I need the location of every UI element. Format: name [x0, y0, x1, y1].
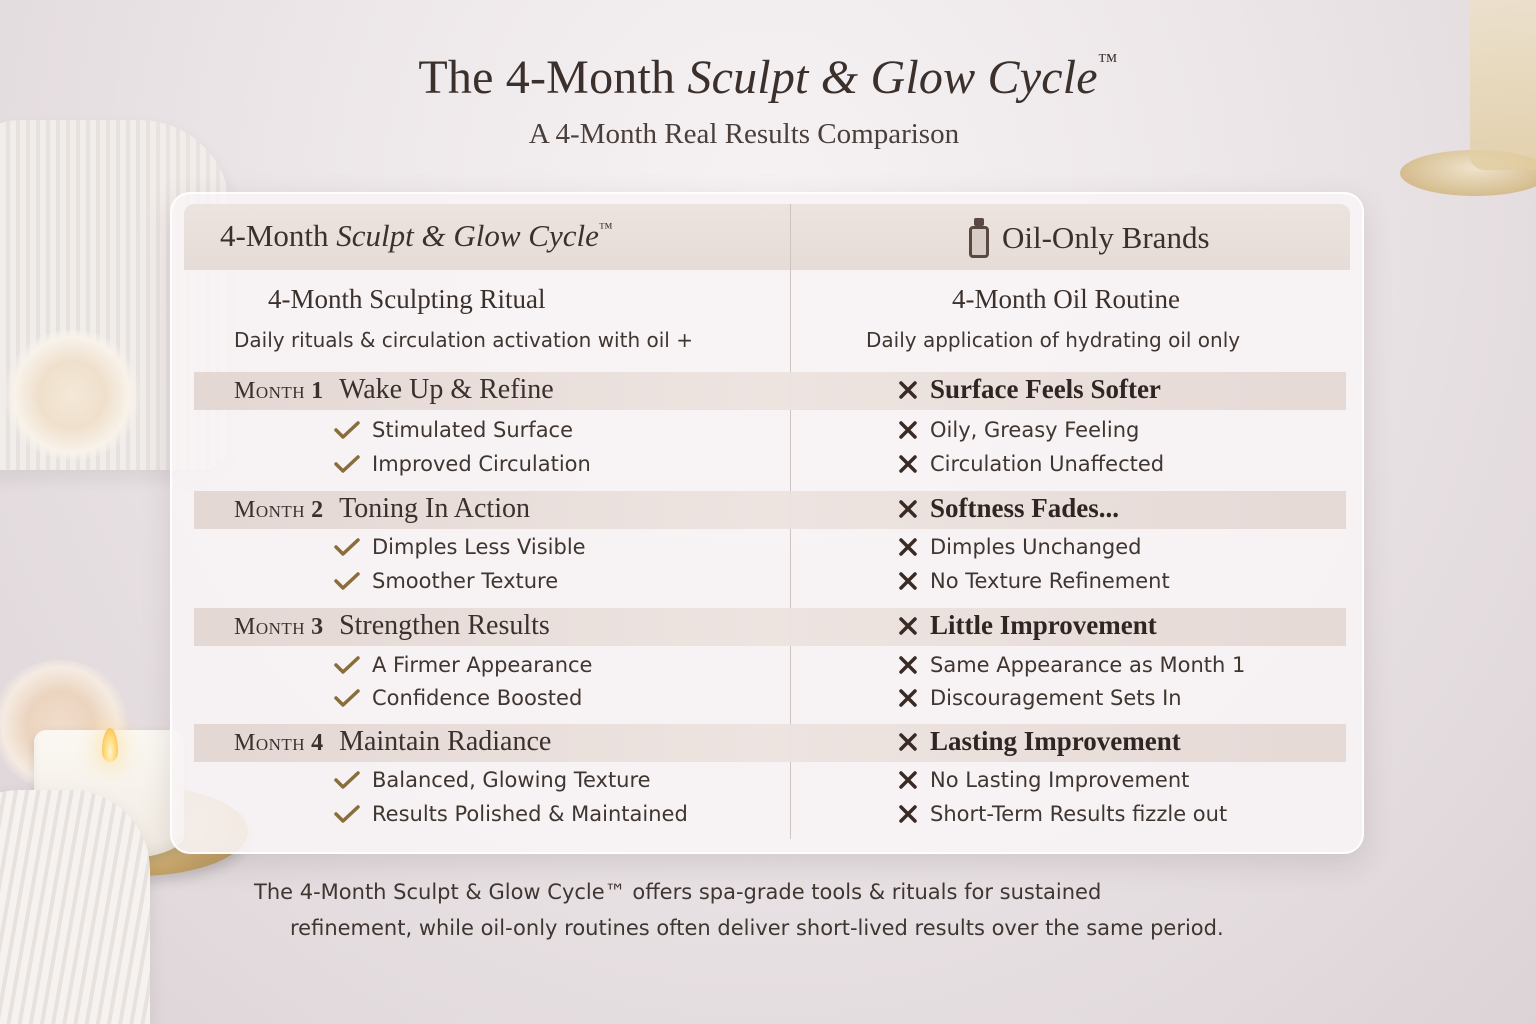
footer-line-1: The 4-Month Sculpt & Glow Cycle™ offers spa-grade tools & rituals for sustained — [254, 880, 1102, 904]
oil-text: No Texture Refinement — [930, 569, 1170, 593]
oil-headline-row — [898, 726, 1181, 757]
cross-icon — [898, 380, 918, 400]
benefit-text: Results Polished & Maintained — [372, 802, 688, 826]
oil-headline-text: Softness Fades... — [930, 493, 1120, 523]
month-number: 2 — [311, 497, 324, 523]
oil-text: Short-Term Results fizzle out — [930, 802, 1228, 826]
oil-headline-text: Little Improvement — [930, 610, 1157, 640]
oil-row — [898, 802, 1227, 826]
month-word: Month — [234, 497, 306, 523]
right-column-heading — [968, 218, 1210, 258]
cross-icon — [898, 804, 918, 824]
month-number: 4 — [311, 730, 324, 756]
oil-text: Circulation Unaffected — [930, 452, 1165, 476]
oil-headline-row — [898, 493, 1119, 524]
right-routine-description: Daily application of hydrating oil only — [866, 328, 1241, 352]
benefit-text: Stimulated Surface — [372, 418, 574, 442]
oil-row — [898, 452, 1164, 476]
cross-icon — [898, 420, 918, 440]
cross-icon — [898, 499, 918, 519]
benefit-row — [334, 802, 688, 826]
oil-text: Dimples Unchanged — [930, 535, 1142, 559]
benefit-text: Improved Circulation — [372, 452, 591, 476]
title-prefix: The 4-Month — [418, 51, 688, 104]
oil-text: Discouragement Sets In — [930, 686, 1182, 710]
month-1-label — [234, 374, 554, 406]
benefit-row — [334, 768, 651, 792]
comparison-card — [170, 192, 1364, 854]
title-italic: Sculpt & Glow Cycle — [687, 51, 1098, 104]
month-name: Maintain Radiance — [339, 726, 552, 757]
cross-icon — [898, 571, 918, 591]
page-title — [0, 50, 1536, 105]
month-word: Month — [234, 378, 306, 404]
benefit-row — [334, 452, 591, 476]
oil-row — [898, 653, 1245, 677]
check-icon — [334, 655, 360, 675]
benefit-row — [334, 418, 573, 442]
left-routine-title: 4-Month Sculpting Ritual — [268, 284, 546, 314]
page-subtitle: A 4-Month Real Results Comparison — [528, 118, 960, 150]
oil-text: No Lasting Improvement — [930, 768, 1190, 792]
rolled-towel-bottom — [0, 790, 150, 1024]
benefit-row — [334, 535, 586, 559]
cross-icon — [898, 537, 918, 557]
oil-text: Same Appearance as Month 1 — [930, 653, 1246, 677]
benefit-row — [334, 569, 558, 593]
bottle-icon — [968, 218, 990, 258]
benefit-text: Smoother Texture — [372, 569, 559, 593]
month-name: Toning In Action — [339, 493, 530, 524]
check-icon — [334, 537, 360, 557]
cross-icon — [898, 616, 918, 636]
month-2-label — [234, 493, 530, 525]
month-name: Strengthen Results — [339, 610, 550, 641]
benefit-text: A Firmer Appearance — [372, 653, 593, 677]
title-trademark: ™ — [1097, 50, 1118, 72]
left-column-heading — [220, 218, 613, 254]
oil-row — [898, 569, 1170, 593]
benefit-text: Dimples Less Visible — [372, 535, 586, 559]
cross-icon — [898, 688, 918, 708]
check-icon — [334, 454, 360, 474]
left-heading-prefix: 4-Month — [220, 218, 337, 253]
month-word: Month — [234, 730, 306, 756]
month-word: Month — [234, 614, 306, 640]
oil-row — [898, 686, 1182, 710]
cross-icon — [898, 655, 918, 675]
cross-icon — [898, 770, 918, 790]
check-icon — [334, 420, 360, 440]
cross-icon — [898, 732, 918, 752]
right-routine-title: 4-Month Oil Routine — [952, 284, 1180, 314]
oil-row — [898, 535, 1141, 559]
left-heading-trademark: ™ — [598, 221, 613, 236]
month-number: 3 — [311, 614, 324, 640]
left-heading-italic: Sculpt & Glow Cycle — [336, 218, 599, 253]
oil-row — [898, 418, 1139, 442]
month-4-label — [234, 726, 551, 758]
flower-decoration — [2, 330, 142, 460]
footer-line-2: refinement, while oil-only routines often deliver short-lived results over the same period. — [290, 916, 1224, 940]
check-icon — [334, 688, 360, 708]
month-name: Wake Up & Refine — [339, 374, 554, 405]
oil-headline-row — [898, 610, 1157, 641]
check-icon — [334, 804, 360, 824]
benefit-row — [334, 686, 582, 710]
oil-headline-row — [898, 374, 1161, 405]
benefit-text: Balanced, Glowing Texture — [372, 768, 651, 792]
oil-row — [898, 768, 1189, 792]
right-heading-label: Oil-Only Brands — [1002, 220, 1210, 255]
month-3-label — [234, 610, 550, 642]
cross-icon — [898, 454, 918, 474]
month-number: 1 — [311, 378, 324, 404]
left-routine-description: Daily rituals & circulation activation with oil + — [234, 328, 693, 352]
oil-text: Oily, Greasy Feeling — [930, 418, 1140, 442]
check-icon — [334, 770, 360, 790]
oil-headline-text: Lasting Improvement — [930, 726, 1181, 756]
benefit-text: Confidence Boosted — [372, 686, 583, 710]
oil-headline-text: Surface Feels Softer — [930, 374, 1161, 404]
benefit-row — [334, 653, 592, 677]
check-icon — [334, 571, 360, 591]
